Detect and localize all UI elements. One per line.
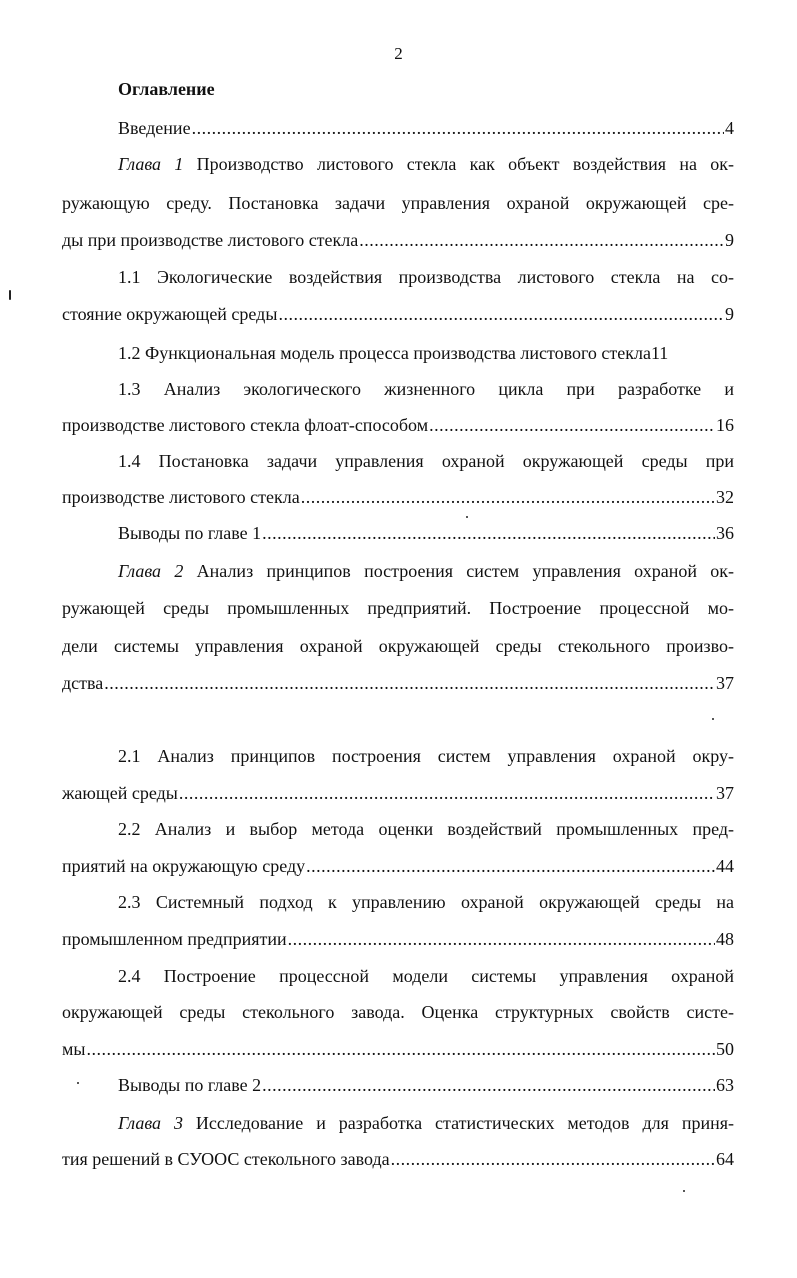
toc-page-number: 32 [716, 487, 734, 507]
toc-entry-text: 1.4 Постановка задачи управления охраной окружающей среды при [118, 451, 734, 471]
toc-entry-text: производстве листового стекла флоат-способом [62, 415, 429, 435]
toc-page-number: 4 [725, 118, 734, 138]
toc-entry-conclusions-1[interactable] [118, 522, 734, 544]
toc-entry-section-2-3-end [62, 928, 734, 950]
toc-entry-text: 1.3 Анализ экологического жизненного цикла при разработке и [118, 379, 734, 399]
toc-entry-intro[interactable] [118, 117, 734, 139]
scan-speck [77, 1082, 79, 1084]
dot-leader [104, 672, 715, 694]
toc-entry-text: Анализ принципов построения систем управления охраной ок- [196, 561, 735, 581]
toc-entry-chapter-3-end [62, 1148, 734, 1170]
toc-entry-chapter-2[interactable] [118, 560, 734, 582]
toc-entry-section-2-2-end [62, 855, 734, 877]
toc-entry-title: Выводы по главе 1 [118, 523, 262, 543]
dot-leader [278, 303, 724, 325]
toc-page-number: 37 [716, 673, 734, 693]
dot-leader [301, 486, 715, 508]
toc-entry-text: окружающей среды стекольного завода. Оценка структурных свойств систе- [62, 1002, 734, 1022]
toc-entry-text: Исследование и разработка статистических методов для приня- [195, 1113, 735, 1133]
toc-entry-section-1-3[interactable] [118, 378, 734, 400]
toc-entry-section-2-4[interactable] [118, 965, 734, 987]
toc-entry-text: ружающей среды промышленных предприятий. Построение процессной мо- [62, 598, 734, 618]
dot-leader [429, 414, 715, 436]
chapter-label: Глава 3 [118, 1113, 183, 1133]
toc-entry-text: 2.4 Построение процессной модели системы управления охраной [118, 966, 734, 986]
chapter-label: Глава 1 [118, 154, 184, 174]
toc-entry-text: ружающую среду. Постановка задачи управления охраной окружающей сре- [62, 193, 734, 213]
toc-entry-section-2-4-end [62, 1038, 734, 1060]
toc-entry-section-1-4-end [62, 486, 734, 508]
toc-entry-text: 1.1 Экологические воздействия производства листового стекла на со- [118, 267, 734, 287]
toc-entry-section-2-2[interactable] [118, 818, 734, 840]
toc-entry-text: 2.1 Анализ принципов построения систем управления охраной окру- [118, 746, 734, 766]
toc-entry-text: стояние окружающей среды [62, 304, 278, 324]
toc-entry-text: производстве листового стекла [62, 487, 300, 507]
toc-page-number: 63 [716, 1075, 734, 1095]
toc-entry-conclusions-2[interactable] [118, 1074, 734, 1096]
toc-entry-section-1-3-end [62, 414, 734, 436]
toc-page-number: 48 [716, 929, 734, 949]
toc-entry-title: Выводы по главе 2 [118, 1075, 262, 1095]
dot-leader [179, 782, 715, 804]
toc-entry-chapter-2-end [62, 672, 734, 694]
toc-page-number: 64 [716, 1149, 734, 1169]
dot-leader [288, 928, 715, 950]
toc-entry-chapter-2-cont2 [62, 635, 734, 657]
toc-entry-section-1-1-end [62, 303, 734, 325]
scan-speck [683, 1190, 685, 1192]
page-number: 2 [394, 44, 403, 63]
toc-entry-text: приятий на окружающую среду [62, 856, 306, 876]
toc-entry-section-1-1[interactable] [118, 266, 734, 288]
toc-entry-section-2-3[interactable] [118, 891, 734, 913]
toc-entry-text: 1.2 Функциональная модель процесса производства листового стекла [118, 343, 651, 363]
toc-entry-text: 2.2 Анализ и выбор метода оценки воздействий промышленных пред- [118, 819, 734, 839]
toc-entry-section-1-2[interactable] [118, 342, 734, 364]
dot-leader [192, 117, 724, 139]
toc-page-number: 36 [716, 523, 734, 543]
toc-page-number: 9 [725, 230, 734, 250]
toc-title: Оглавление [118, 79, 215, 99]
toc-entry-text: ды при производстве листового стекла [62, 230, 359, 250]
scan-speck [712, 718, 714, 720]
toc-entry-text: дели системы управления охраной окружающей среды стекольного произво- [62, 636, 734, 656]
toc-entry-text: Производство листового стекла как объект воздействия на ок- [196, 154, 734, 174]
dot-leader [391, 1148, 715, 1170]
toc-entry-chapter-1-cont [62, 192, 734, 214]
toc-entry-section-2-1-end [62, 782, 734, 804]
toc-entry-text: 2.3 Системный подход к управлению охраной окружающей среды на [118, 892, 734, 912]
toc-entry-text: дства [62, 673, 104, 693]
toc-entry-section-1-4[interactable] [118, 450, 734, 472]
toc-page-number: 50 [716, 1039, 734, 1059]
dot-leader [262, 1074, 715, 1096]
toc-page-number: 11 [650, 343, 669, 363]
scan-speck [466, 516, 468, 518]
toc-entry-section-2-1[interactable] [118, 745, 734, 767]
scan-speck [9, 290, 11, 300]
toc-entry-section-2-4-cont [62, 1001, 734, 1023]
toc-page-number: 16 [716, 415, 734, 435]
toc-entry-text: мы [62, 1039, 86, 1059]
toc-page-number: 9 [725, 304, 734, 324]
toc-page-number: 44 [716, 856, 734, 876]
toc-entry-title: Введение [118, 118, 191, 138]
chapter-label: Глава 2 [118, 561, 184, 581]
toc-entry-chapter-3[interactable] [118, 1112, 734, 1134]
toc-entry-chapter-1[interactable] [118, 153, 734, 175]
toc-entry-text: жающей среды [62, 783, 178, 803]
dot-leader [359, 229, 724, 251]
dot-leader [262, 522, 715, 544]
toc-entry-text: промышленном предприятии [62, 929, 287, 949]
toc-page-number: 37 [716, 783, 734, 803]
toc-entry-text: тия решений в СУООС стекольного завода [62, 1149, 390, 1169]
toc-entry-chapter-2-cont [62, 597, 734, 619]
dot-leader [86, 1038, 715, 1060]
toc-entry-chapter-1-end [62, 229, 734, 251]
dot-leader [306, 855, 715, 877]
